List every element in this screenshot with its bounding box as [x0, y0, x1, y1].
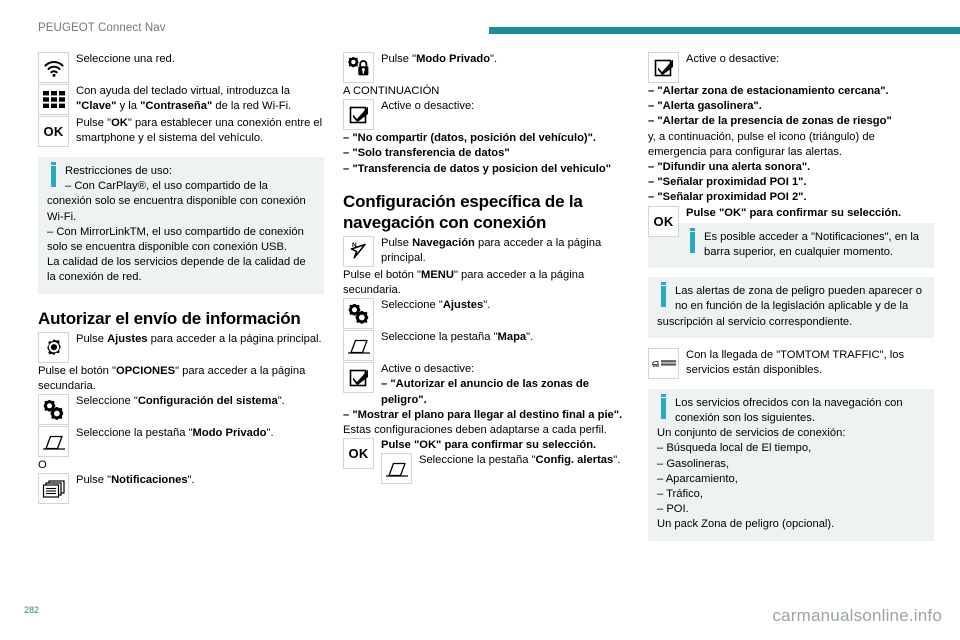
mn-t1: Pulse el botón "	[343, 268, 421, 281]
step-toggle-danger-zones-text: Active o desactive:	[381, 363, 475, 376]
service-weather: – Búsqueda local de El tiempo,	[657, 442, 812, 455]
nv-t1: Pulse	[381, 236, 413, 249]
kb-t1: Con ayuda del teclado virtual, introduzca la	[76, 85, 290, 97]
virtual-keyboard-icon	[38, 84, 69, 115]
aj-t1: Pulse	[76, 332, 108, 345]
ok-confirm-bold: Pulse "OK" para confirmar su selección.	[381, 439, 597, 452]
bullet-risk-zone-alert	[648, 114, 934, 129]
bullet-poi2-text: – "Señalar proximidad POI 2".	[648, 191, 807, 204]
navigation-compass-icon	[343, 236, 374, 267]
step-toggle-danger-zones	[343, 362, 629, 408]
tomtom-traffic-icon	[648, 348, 679, 379]
step-press-ok-confirm-alerts	[648, 206, 934, 269]
step-toggle-sharing-text: Active o desactive:	[381, 100, 475, 113]
bullet-data-only	[343, 146, 629, 161]
mn-t2: MENU	[421, 268, 454, 281]
tb-t1: Seleccione la pestaña "	[76, 427, 193, 440]
settings-gear-icon	[38, 332, 69, 363]
mp-t3: ".	[526, 331, 534, 344]
step-virtual-keyboard-text	[38, 84, 324, 114]
page-header	[0, 22, 960, 40]
ca-t1: Seleccione la pestaña "	[419, 454, 536, 467]
step-toggle-alerts-text: Active o desactive:	[686, 53, 780, 65]
bullet-no-share	[343, 131, 629, 146]
bullet-fuel-alert-text: – "Alerta gasolinera".	[648, 100, 762, 113]
bullet-data-and-position-text: – "Transferencia de datos y posicion del vehiculo"	[343, 162, 612, 175]
header-title: PEUGEOT Connect Nav	[38, 22, 166, 34]
step-press-navegacion-text	[343, 236, 629, 266]
step-select-system-config	[38, 394, 324, 426]
ok-icon-label: OK	[43, 124, 64, 139]
step-press-notificaciones-text	[38, 473, 324, 488]
ok-icon-label: OK	[348, 446, 369, 462]
tab-icon	[381, 453, 412, 484]
step-tomtom-traffic	[648, 348, 934, 380]
step-press-private-mode	[343, 52, 629, 84]
info-icon	[690, 232, 695, 253]
step-press-ok-confirm-alerts-text	[648, 206, 934, 221]
ca-t2: Config. alertas	[535, 454, 614, 467]
checkbox-checked-icon	[648, 52, 679, 83]
bullet-poi1-text: – "Señalar proximidad POI 1".	[648, 176, 807, 189]
step-press-ok	[38, 116, 324, 148]
mp-t2: Mapa	[497, 331, 527, 344]
nt-t3: ".	[187, 474, 195, 487]
step-select-tab-config-alertas-text	[381, 453, 629, 468]
step-select-tab-mapa-text	[343, 330, 629, 345]
cf-t2: Configuración del sistema	[137, 395, 278, 408]
tb-t2: Modo Privado	[192, 427, 267, 440]
line-profile: Estas configuraciones deben adaptarse a cada perfil.	[343, 424, 607, 437]
column-right	[648, 52, 934, 541]
bullet-sound-alert-text: – "Difundir una alerta sonora".	[648, 161, 811, 174]
line-menu	[343, 268, 629, 298]
pm-t2: Modo Privado	[416, 53, 491, 65]
ok-icon	[38, 116, 69, 147]
bullet-show-walk-plan-text: – "Mostrar el plano para llegar al destino final a pie".	[343, 408, 623, 421]
op-t1: Pulse el botón "	[38, 364, 116, 377]
op-t2: OPCIONES	[116, 364, 176, 377]
note-danger-zone-legislation	[648, 277, 934, 338]
notifications-stack-icon	[38, 473, 69, 504]
ca-t3: ".	[613, 454, 621, 467]
column-left	[38, 52, 324, 541]
note-line-1: – Con CarPlay®, el uso compartido de la conexión solo se encuentra disponible con conexión Wi-Fi.	[47, 180, 306, 223]
ok-confirm-alerts-bold: Pulse "OK" para confirmar su selección.	[686, 206, 902, 219]
step-press-ok-text	[38, 116, 324, 146]
column-middle	[343, 52, 629, 541]
mp-t1: Seleccione la pestaña "	[381, 331, 498, 344]
tb-t3: ".	[266, 427, 274, 440]
kb-t5: de la red Wi-Fi.	[212, 100, 292, 113]
line-emergency: y, a continuación, pulse el icono (triángulo) de emergencia para configurar las alertas.	[648, 130, 875, 158]
step-select-network-text: Seleccione una red.	[76, 53, 175, 65]
step-press-navegacion	[343, 236, 629, 268]
note-line-2: – Con MirrorLinkTM, el uso compartido de conexión solo se encuentra disponible con conexión USB.	[47, 225, 304, 254]
aj-t2: Ajustes	[107, 332, 148, 345]
bullet-poi1	[648, 175, 934, 190]
info-icon	[661, 286, 666, 307]
nt-t1: Pulse "	[76, 474, 112, 487]
ok-t1: Pulse "	[76, 117, 112, 129]
step-press-ajustes-text	[38, 332, 324, 347]
bullet-risk-zone-alert-text: – "Alertar de la presencia de zonas de riesgo"	[648, 115, 892, 128]
note-danger-zone-legislation-text: Las alertas de zona de peligro pueden aparecer o no en función de la legislación aplicable y de la suscripción al servicio correspondiente.	[657, 285, 922, 328]
step-select-ajustes	[343, 298, 629, 330]
ok-t2: OK	[111, 117, 128, 129]
pm-t1: Pulse "	[381, 53, 417, 65]
kb-t4: "Contraseña"	[140, 100, 213, 113]
system-configuration-gears-icon	[38, 394, 69, 425]
step-select-system-config-text	[38, 394, 324, 409]
step-tomtom-traffic-text: Con la llegada de "TOMTOM TRAFFIC", los servicios están disponibles.	[686, 348, 905, 377]
page-number: 282	[24, 605, 40, 615]
nv-t3: para acceder a la página principal.	[381, 236, 602, 265]
wifi-icon	[38, 52, 69, 83]
nt-t2: Notificaciones	[111, 474, 188, 487]
private-mode-lock-gear-icon	[343, 52, 374, 83]
step-select-ajustes-text	[343, 298, 629, 313]
a2-t1: Seleccione "	[381, 299, 443, 312]
step-press-ajustes	[38, 332, 324, 364]
service-poi: – POI.	[657, 503, 689, 516]
note-notifications-access-text: Es posible acceder a "Notificaciones", en la barra superior, en cualquier momento.	[704, 230, 920, 259]
pm-t3: ".	[490, 53, 498, 65]
note-title: Restricciones de uso:	[65, 165, 172, 177]
step-select-tab-mapa	[343, 330, 629, 362]
header-rule	[489, 27, 960, 34]
a-continuacion-label: A CONTINUACIÓN	[343, 85, 440, 97]
cf-t3: ".	[277, 395, 285, 408]
tab-icon	[343, 330, 374, 361]
bullet-data-and-position	[343, 162, 629, 177]
or-label: O	[38, 459, 47, 472]
info-icon	[51, 166, 56, 187]
ok-t3: " para establecer una conexión entre el smartphone y el sistema del vehículo.	[76, 117, 323, 145]
bullet-fuel-alert	[648, 99, 934, 114]
tab-icon	[38, 426, 69, 457]
note-connected-services-set: Un conjunto de servicios de conexión:	[657, 427, 846, 440]
bullet-no-share-text: – "No compartir (datos, posición del vehículo)".	[343, 132, 597, 145]
ok-icon	[343, 438, 374, 469]
step-toggle-alerts	[648, 52, 934, 84]
info-icon	[661, 398, 666, 419]
mn-t3: " para acceder a la página secundaria.	[343, 268, 585, 297]
checkbox-checked-icon	[343, 362, 374, 393]
aj-t3: para acceder a la página principal.	[147, 332, 322, 345]
line-opciones	[38, 364, 324, 394]
step-select-tab-private-mode	[38, 426, 324, 458]
svg-text:N: N	[351, 242, 357, 250]
system-configuration-gears-icon	[343, 298, 374, 329]
service-traffic: – Tráfico,	[657, 488, 704, 501]
nv-t2: Navegación	[412, 236, 475, 249]
kb-t2: "Clave"	[76, 100, 117, 113]
cf-t1: Seleccione "	[76, 395, 138, 408]
step-select-network	[38, 52, 324, 84]
bullet-parking-alert-text: – "Alertar zona de estacionamiento cercana".	[648, 85, 889, 97]
step-press-ok-confirm-text	[343, 438, 629, 453]
step-press-private-mode-text	[343, 52, 629, 67]
step-virtual-keyboard	[38, 84, 324, 116]
service-fuel: – Gasolineras,	[657, 457, 730, 470]
note-connected-services-intro: Los servicios ofrecidos con la navegación con conexión son los siguientes.	[675, 396, 903, 425]
service-danger-pack: Un pack Zona de peligro (opcional).	[657, 518, 835, 531]
bullet-authorize-danger-zones-text: – "Autorizar el anuncio de las zonas de peligro".	[381, 378, 589, 406]
bullet-poi2	[648, 190, 934, 205]
ok-icon-label: OK	[653, 213, 674, 229]
bullet-data-only-text: – "Solo transferencia de datos"	[343, 147, 510, 160]
section-heading-nav-config: Configuración específica de la navegación con conexión	[343, 191, 583, 232]
bullet-authorize-danger-zones	[343, 377, 629, 407]
note-usage-restrictions	[38, 157, 324, 294]
ok-icon	[648, 206, 679, 237]
service-parking: – Aparcamiento,	[657, 472, 738, 485]
bullet-sound-alert	[648, 160, 934, 175]
step-press-ok-confirm	[343, 438, 629, 485]
note-notifications-access	[648, 223, 934, 268]
checkbox-checked-icon	[343, 99, 374, 130]
step-toggle-sharing	[343, 99, 629, 131]
step-press-notificaciones	[38, 473, 324, 505]
step-select-tab-private-mode-text	[38, 426, 324, 441]
note-line-3: La calidad de los servicios depende de la calidad de la conexión de red.	[47, 256, 306, 284]
content-columns	[38, 52, 936, 541]
section-heading-authorize: Autorizar el envío de información	[38, 308, 301, 328]
note-connected-services	[648, 389, 934, 541]
a2-t3: ".	[483, 299, 491, 312]
bullet-show-walk-plan	[343, 408, 629, 423]
bullet-parking-alert	[648, 84, 934, 99]
a2-t2: Ajustes	[442, 299, 484, 312]
step-select-tab-config-alertas	[381, 453, 629, 485]
kb-t3: y la	[116, 100, 141, 113]
op-t3: " para acceder a la página secundaria.	[38, 364, 306, 392]
watermark: carmanualsonline.info	[772, 606, 942, 625]
